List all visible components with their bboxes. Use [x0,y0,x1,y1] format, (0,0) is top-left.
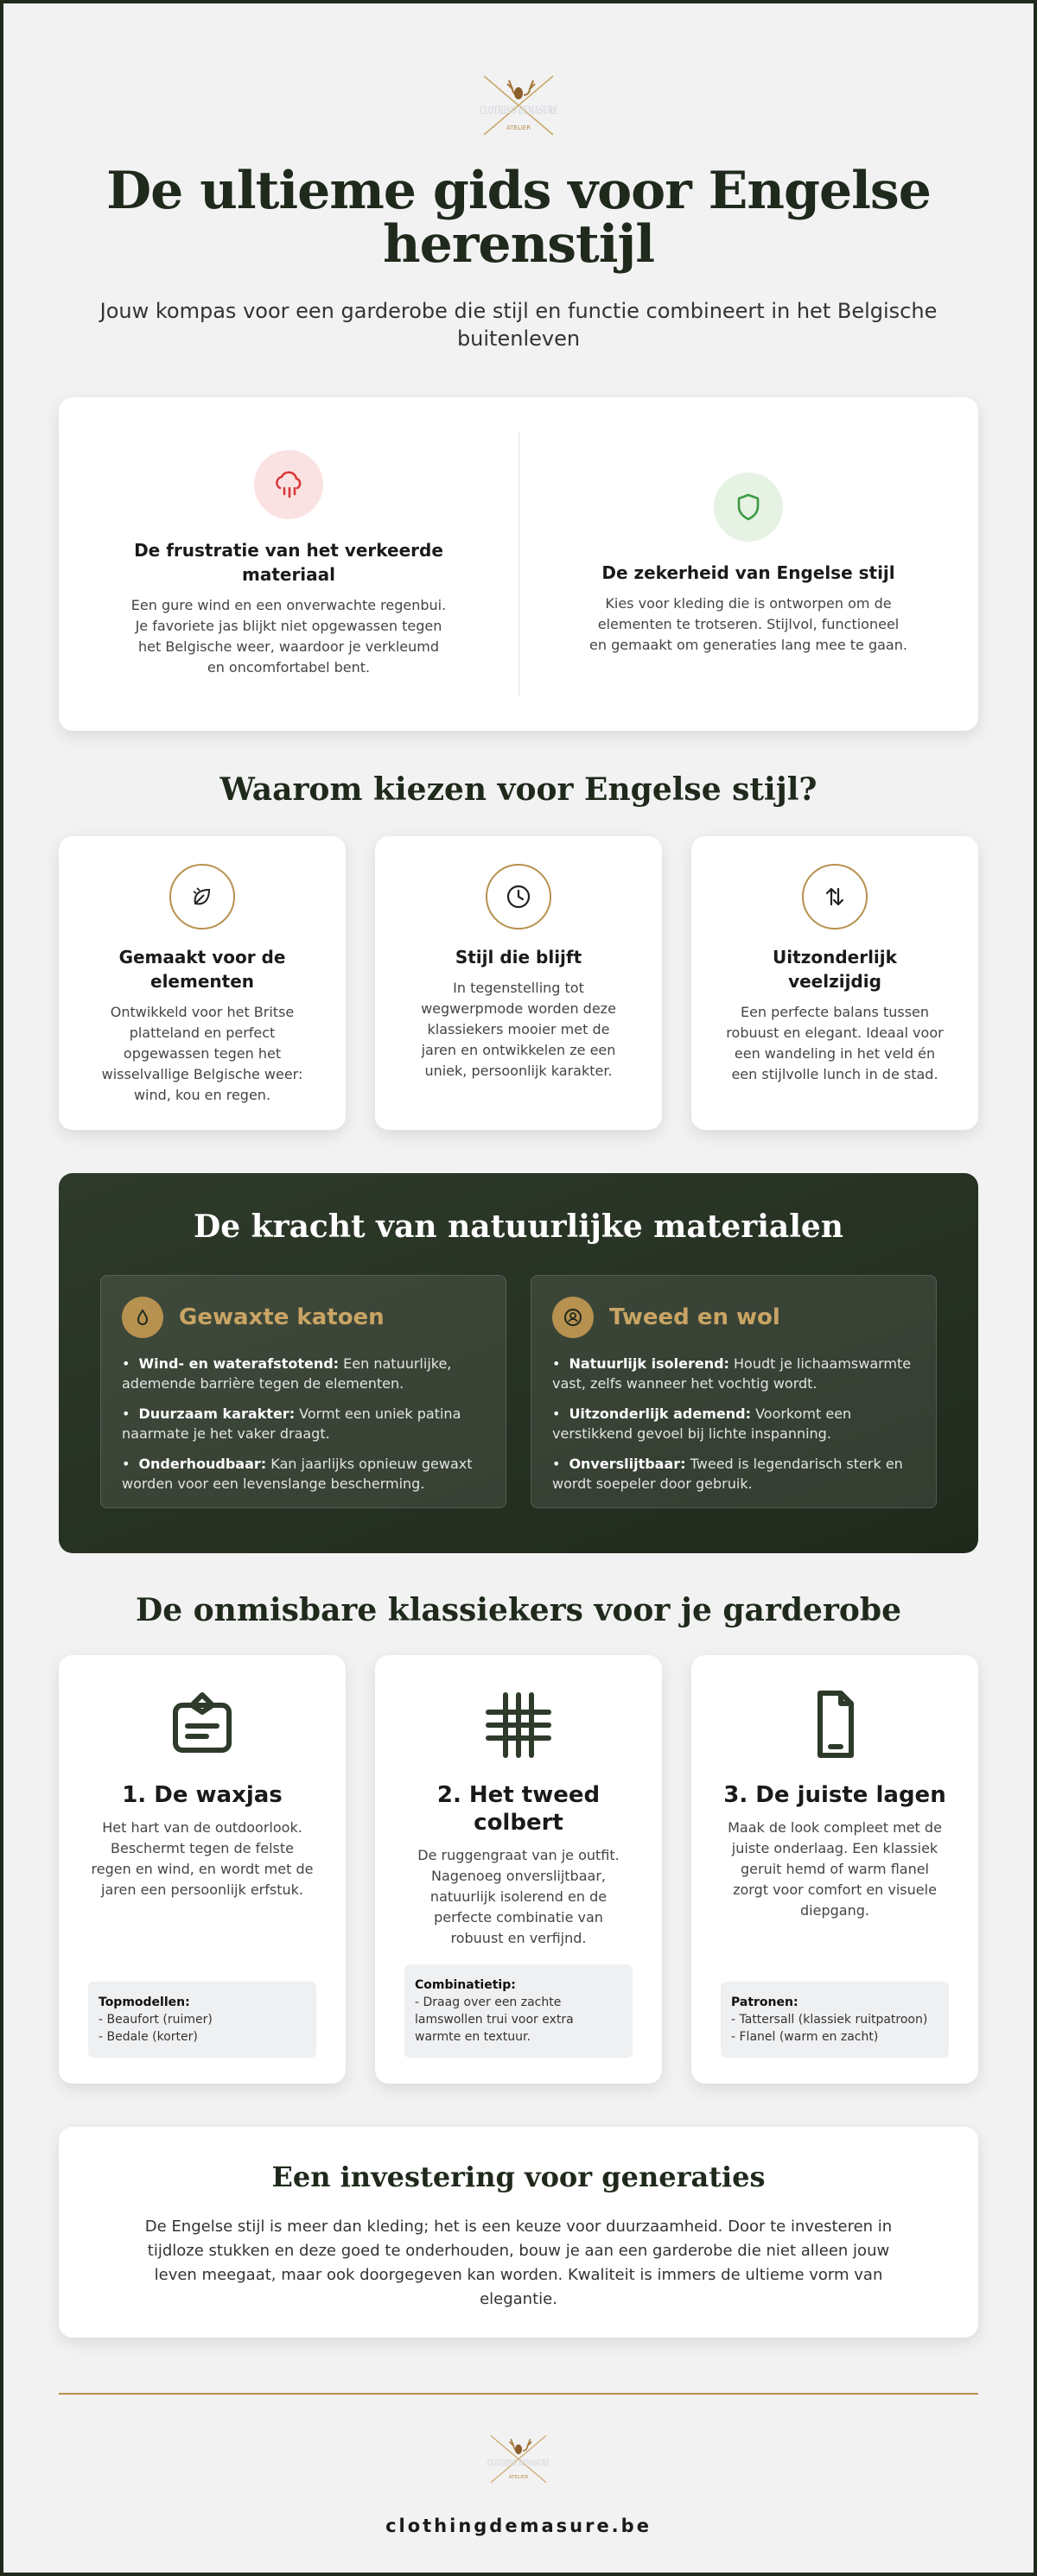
classic-title: 3. De juiste lagen [723,1782,946,1808]
svg-text:ATELIER: ATELIER [506,124,531,131]
shield-icon [714,473,783,542]
classic-card [375,1655,662,2084]
investment-title: Een investering voor generaties [271,2160,766,2193]
material-point: • Natuurlijk isolerend: Houdt je lichaamswarmte vast, zelfs wanneer het vochtig wordt. [552,1355,912,1392]
why-card [691,836,978,1130]
classic-note: Patronen: - Tattersall (klassiek ruitpatroon) - Flanel (warm en zacht) [721,1982,949,2058]
why-card-text: Ontwikkeld voor het Britse platteland en perfect opgewassen tegen het wisselvallige Belgische weer: wind, kou en regen. [101,1004,303,1103]
footer-website-link[interactable]: clothingdemasure.be [385,2516,652,2536]
classic-title: 1. De waxjas [122,1782,283,1808]
problem-solution-card [59,397,978,731]
material-point: • Onderhoudbaar: Kan jaarlijks opnieuw gewaxt worden voor een levenslange bescherming. [122,1456,473,1492]
why-card-title: Uitzonderlijk veelzijdig [773,947,897,992]
layers-icon [796,1686,874,1764]
why-title: Waarom kiezen voor Engelse stijl? [219,771,818,808]
material-card [531,1275,937,1508]
problem-title: De frustratie van het verkeerde materiaal [134,540,443,585]
footer-logo [484,2427,553,2488]
rain-cloud-icon [254,450,323,519]
investment-card [59,2127,978,2338]
why-card [59,836,346,1130]
why-card-text: Een perfecte balans tussen robuust en elegant. Ideaal voor een wandeling in het veld én een stijlvolle lunch in de stad. [726,1004,944,1082]
solution-block [518,397,978,731]
material-point: • Onverslijtbaar: Tweed is legendarisch sterk en wordt soepeler door gebruik. [552,1456,903,1492]
material-title: Tweed en wol [609,1304,780,1330]
why-card-text: In tegenstelling tot wegwerpmode worden deze klassiekers mooier met de jaren en ontwikkelen ze een uniek, persoonlijk karakter. [421,980,616,1079]
drop-icon [122,1297,163,1338]
deer-logo-icon [484,2427,553,2488]
brand-logo [475,67,562,140]
divider [518,432,519,696]
classic-text: De ruggengraat van je outfit. Nagenoeg onverslijtbaar, natuurlijk isolerend en de perfecte combinatie van robuust en verfijnd. [417,1847,620,1946]
materials-section [59,1173,978,1553]
clock-icon [486,864,551,930]
classic-note: Topmodellen: - Beaufort (ruimer) - Bedale (korter) [88,1982,316,2058]
classic-text: Het hart van de outdoorlook. Beschermt tegen de felste regen en wind, en wordt met de jaren een persoonlijk erfstuk. [91,1819,314,1898]
material-point: • Duurzaam karakter: Vormt een uniek patina naarmate je het vaker draagt. [122,1405,461,1442]
deer-logo-icon [475,67,562,140]
classic-card [691,1655,978,2084]
classic-title: 2. Het tweed colbert [436,1782,601,1836]
material-point: • Uitzonderlijk ademend: Voorkomt een verstikkend gevoel bij lichte inspanning. [552,1405,852,1442]
page-subtitle: Jouw kompas voor een garderobe die stijl en functie combineert in het Belgische buitenleven [99,299,938,351]
material-point: • Wind- en waterafstotend: Een natuurlijke, ademende barrière tegen de elementen. [122,1355,452,1392]
problem-text: Een gure wind en een onverwachte regenbui. Je favoriete jas blijkt niet opgewassen tegen het Belgische weer, waardoor je verkleumd en oncomfortabel bent. [130,597,447,676]
solution-title: De zekerheid van Engelse stijl [601,562,895,583]
svg-text:CLOTHING DEMASURE: CLOTHING DEMASURE [480,105,558,117]
investment-text: De Engelse stijl is meer dan kleding; het is een keuze voor duurzaamheid. Door te investeren in tijdloze stukken en deze goed te onderhouden, bouw je aan een garderobe die niet alleen jouw leven meegaat, maar ook doorgegeven kan worden. Kwaliteit is immers de ultieme vorm van elegantie. [144,2218,893,2308]
sheep-icon [552,1297,594,1338]
classic-text: Maak de look compleet met de juiste onderlaag. Een klassiek geruit hemd of warm flanel zorgt voor comfort en visuele diepgang. [728,1819,942,1919]
material-title: Gewaxte katoen [179,1304,385,1330]
grid-icon [480,1686,557,1764]
classics-title: De onmisbare klassiekers voor je garderobe [136,1592,901,1628]
svg-text:ATELIER: ATELIER [508,2475,529,2480]
page-title: De ultieme gids voor Engelse herenstijl [106,161,931,275]
leaf-icon [169,864,235,930]
jacket-icon [163,1686,241,1764]
why-card-title: Gemaakt voor de elementen [118,947,286,992]
classics-cards [59,1655,978,2084]
classic-card [59,1655,346,2084]
materials-title: De kracht van natuurlijke materialen [194,1209,843,1245]
why-cards [59,836,978,1130]
material-card [100,1275,506,1508]
why-card-title: Stijl die blijft [455,947,582,968]
svg-text:CLOTHING DEMASURE: CLOTHING DEMASURE [487,2458,550,2469]
arrows-icon [802,864,868,930]
footer-divider [59,2393,978,2395]
classic-note: Combinatietip: - Draag over een zachte lamswollen trui voor extra warmte en textuur. [404,1964,633,2058]
problem-block [59,397,518,731]
why-card [375,836,662,1130]
solution-text: Kies voor kleding die is ontworpen om de elementen te trotseren. Stijlvol, functioneel en gemaakt om generaties lang mee te gaan. [589,595,907,653]
